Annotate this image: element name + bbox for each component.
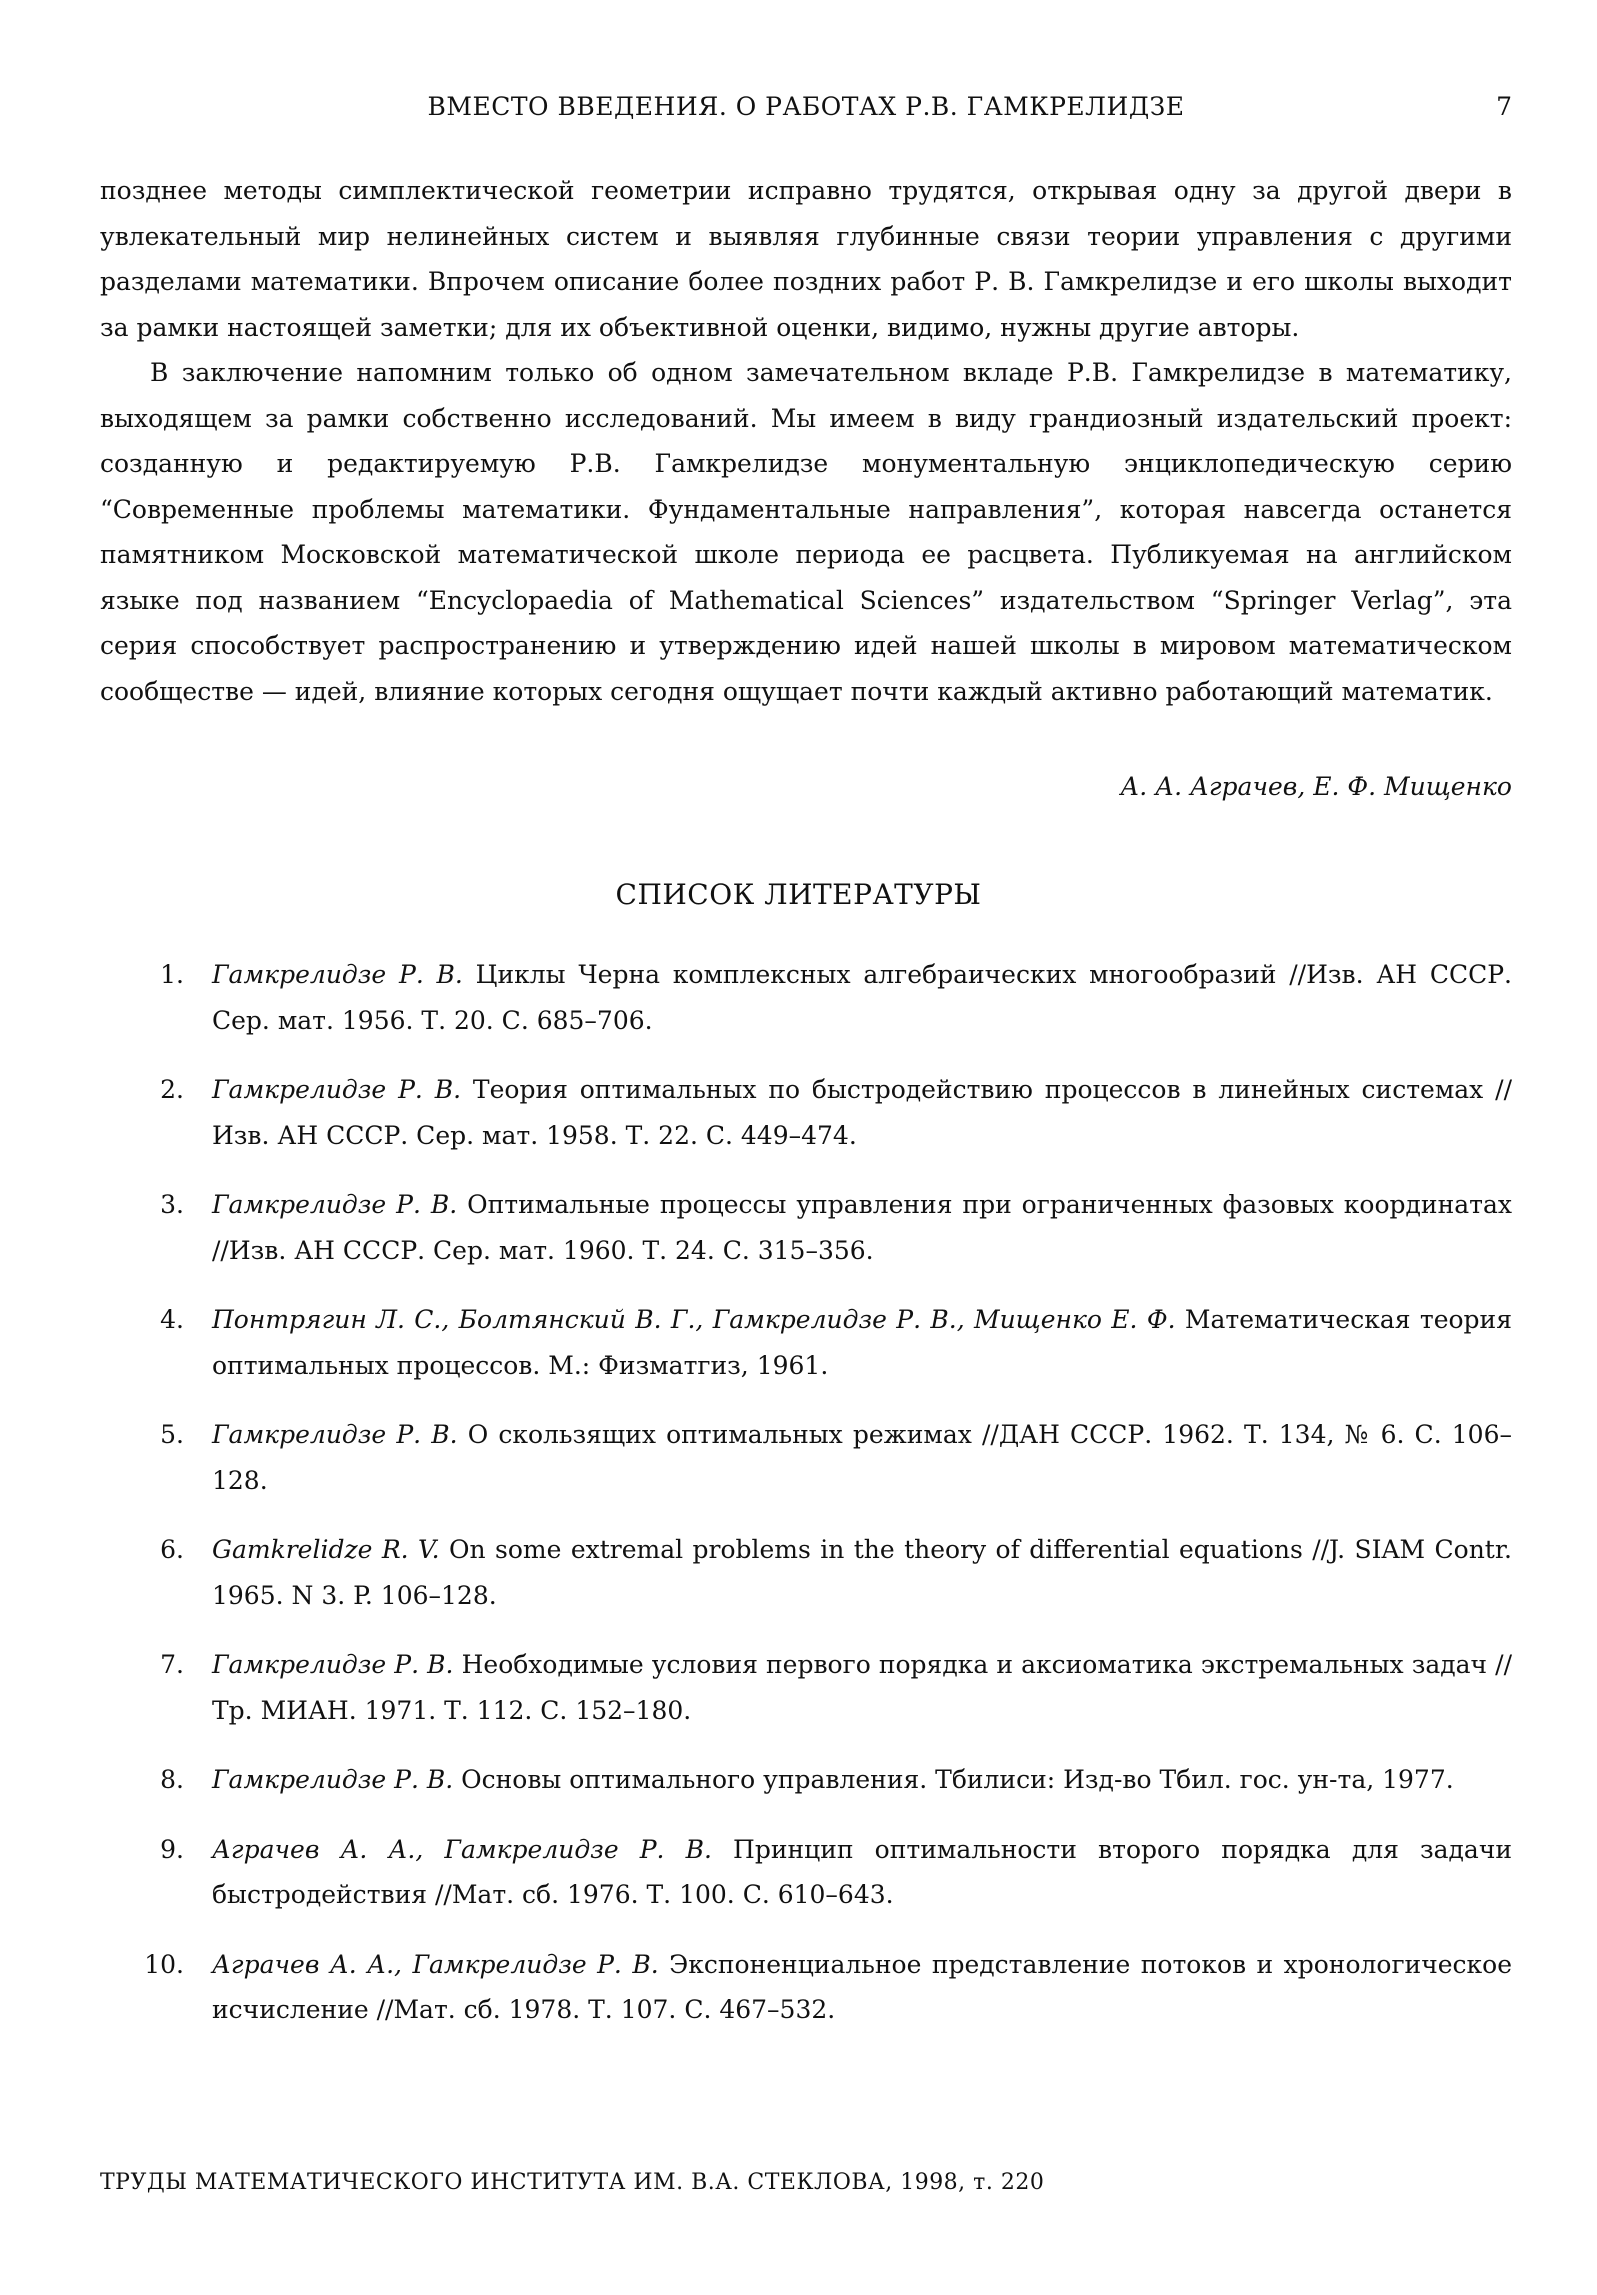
reference-item (100, 1067, 1512, 1158)
reference-text: Необходимые условия первого порядка и аксиоматика экстремальных задач //Тр. МИАН. 1971. Т. 112. С. 152–180. (212, 1650, 1513, 1725)
page-number: 7 (1496, 92, 1512, 121)
reference-item (100, 1642, 1512, 1733)
reference-authors: Гамкрелидзе Р. В. (212, 1420, 458, 1449)
reference-item (100, 1827, 1512, 1918)
author-signature: А. А. Аграчев, Е. Ф. Мищенко (1120, 772, 1512, 801)
reference-number: 10. (144, 1949, 184, 1979)
reference-number: 9. (160, 1834, 184, 1864)
reference-text: Оптимальные процессы управления при ограниченных фазовых координатах //Изв. АН СССР. Сер. мат. 1960. Т. 24. С. 315–356. (212, 1190, 1512, 1265)
reference-text: О скользящих оптимальных режимах //ДАН СССР. 1962. Т. 134, № 6. С. 106–128. (212, 1420, 1512, 1495)
reference-item (100, 1942, 1512, 2033)
reference-number: 7. (160, 1650, 184, 1679)
reference-item (100, 1527, 1512, 1618)
reference-authors: Аграчев А. А., Гамкрелидзе Р. В. (212, 1949, 659, 1979)
reference-text: Экспоненциальное представление потоков и хронологическое исчисление //Мат. сб. 1978. Т. 107. С. 467–532. (212, 1949, 1513, 2024)
paragraph: В заключение напомним только об одном замечательном вкладе Р.В. Гамкрелидзе в математику, выходящем за рамки собственно исследований. Мы имеем в виду грандиозный издательский проект: созданную и редактируемую Р.В. Гамкрелидзе монументальную энциклопедическую серию “Современные проблемы математики. Фундаментальные направления”, которая навсегда останется памятником Московской математической школе периода ее расцвета. Публикуемая на английском языке под названием “Encyclopaedia of Mathematical Sciences” издательством “Springer Verlag”, эта серия способствует распространению и утверждению идей нашей школы в мировом математическом сообществе — идей, влияние которых сегодня ощущает почти каждый активно работающий математик. (100, 358, 1512, 706)
reference-text: Математическая теория оптимальных процессов. М.: Физматгиз, 1961. (212, 1305, 1512, 1380)
reference-number: 2. (160, 1075, 184, 1104)
reference-authors: Понтрягин Л. С., Болтянский В. Г., Гамкрелидзе Р. В., Мищенко Е. Ф. (212, 1305, 1176, 1334)
paragraph: позднее методы симплектической геометрии исправно трудятся, открывая одну за другой двери в увлекательный мир нелинейных систем и выявляя глубинные связи теории управления с другими разделами математики. Впрочем описание более поздних работ Р. В. Гамкрелидзе и его школы выходит за рамки настоящей заметки; для их объективной оценки, видимо, нужны другие авторы. (100, 176, 1512, 342)
reference-item (100, 1182, 1512, 1273)
reference-item (100, 1297, 1512, 1388)
references-list (100, 952, 1512, 2057)
running-title: ВМЕСТО ВВЕДЕНИЯ. О РАБОТАХ Р.В. ГАМКРЕЛИДЗЕ (427, 92, 1185, 121)
references-heading: СПИСОК ЛИТЕРАТУРЫ (615, 878, 982, 911)
reference-item (100, 1757, 1512, 1803)
running-header (100, 92, 1512, 132)
reference-authors: Аграчев А. А., Гамкрелидзе Р. В. (212, 1834, 712, 1864)
reference-number: 5. (160, 1420, 184, 1449)
reference-authors: Гамкрелидзе Р. В. (212, 1765, 454, 1794)
reference-text: Циклы Черна комплексных алгебраических многообразий //Изв. АН СССР. Сер. мат. 1956. Т. 20. С. 685–706. (212, 960, 1512, 1035)
reference-item (100, 1412, 1512, 1503)
reference-authors: Гамкрелидзе Р. В. (212, 1075, 462, 1104)
reference-number: 6. (160, 1535, 184, 1564)
reference-text: Основы оптимального управления. Тбилиси: Изд-во Тбил. гос. ун-та, 1977. (461, 1765, 1454, 1794)
reference-number: 8. (160, 1765, 184, 1794)
reference-authors: Gamkrelidze R. V. (212, 1535, 440, 1564)
reference-number: 1. (160, 960, 184, 989)
body-text (100, 168, 1512, 714)
reference-text: Теория оптимальных по быстродействию процессов в линейных системах //Изв. АН СССР. Сер. мат. 1958. Т. 22. С. 449–474. (212, 1075, 1512, 1150)
reference-item (100, 952, 1512, 1043)
reference-text: On some extremal problems in the theory of differential equations //J. SIAM Contr. 1965. N 3. P. 106–128. (212, 1535, 1513, 1610)
reference-authors: Гамкрелидзе Р. В. (212, 1650, 454, 1679)
journal-footer: ТРУДЫ МАТЕМАТИЧЕСКОГО ИНСТИТУТА ИМ. В.А. СТЕКЛОВА, 1998, т. 220 (100, 2170, 1045, 2195)
reference-number: 3. (160, 1190, 184, 1219)
reference-authors: Гамкрелидзе Р. В. (212, 960, 463, 989)
reference-number: 4. (160, 1305, 184, 1334)
reference-authors: Гамкрелидзе Р. В. (212, 1190, 458, 1219)
reference-text: Принцип оптимальности второго порядка для задачи быстродействия //Мат. сб. 1976. Т. 100. С. 610–643. (212, 1834, 1513, 1909)
